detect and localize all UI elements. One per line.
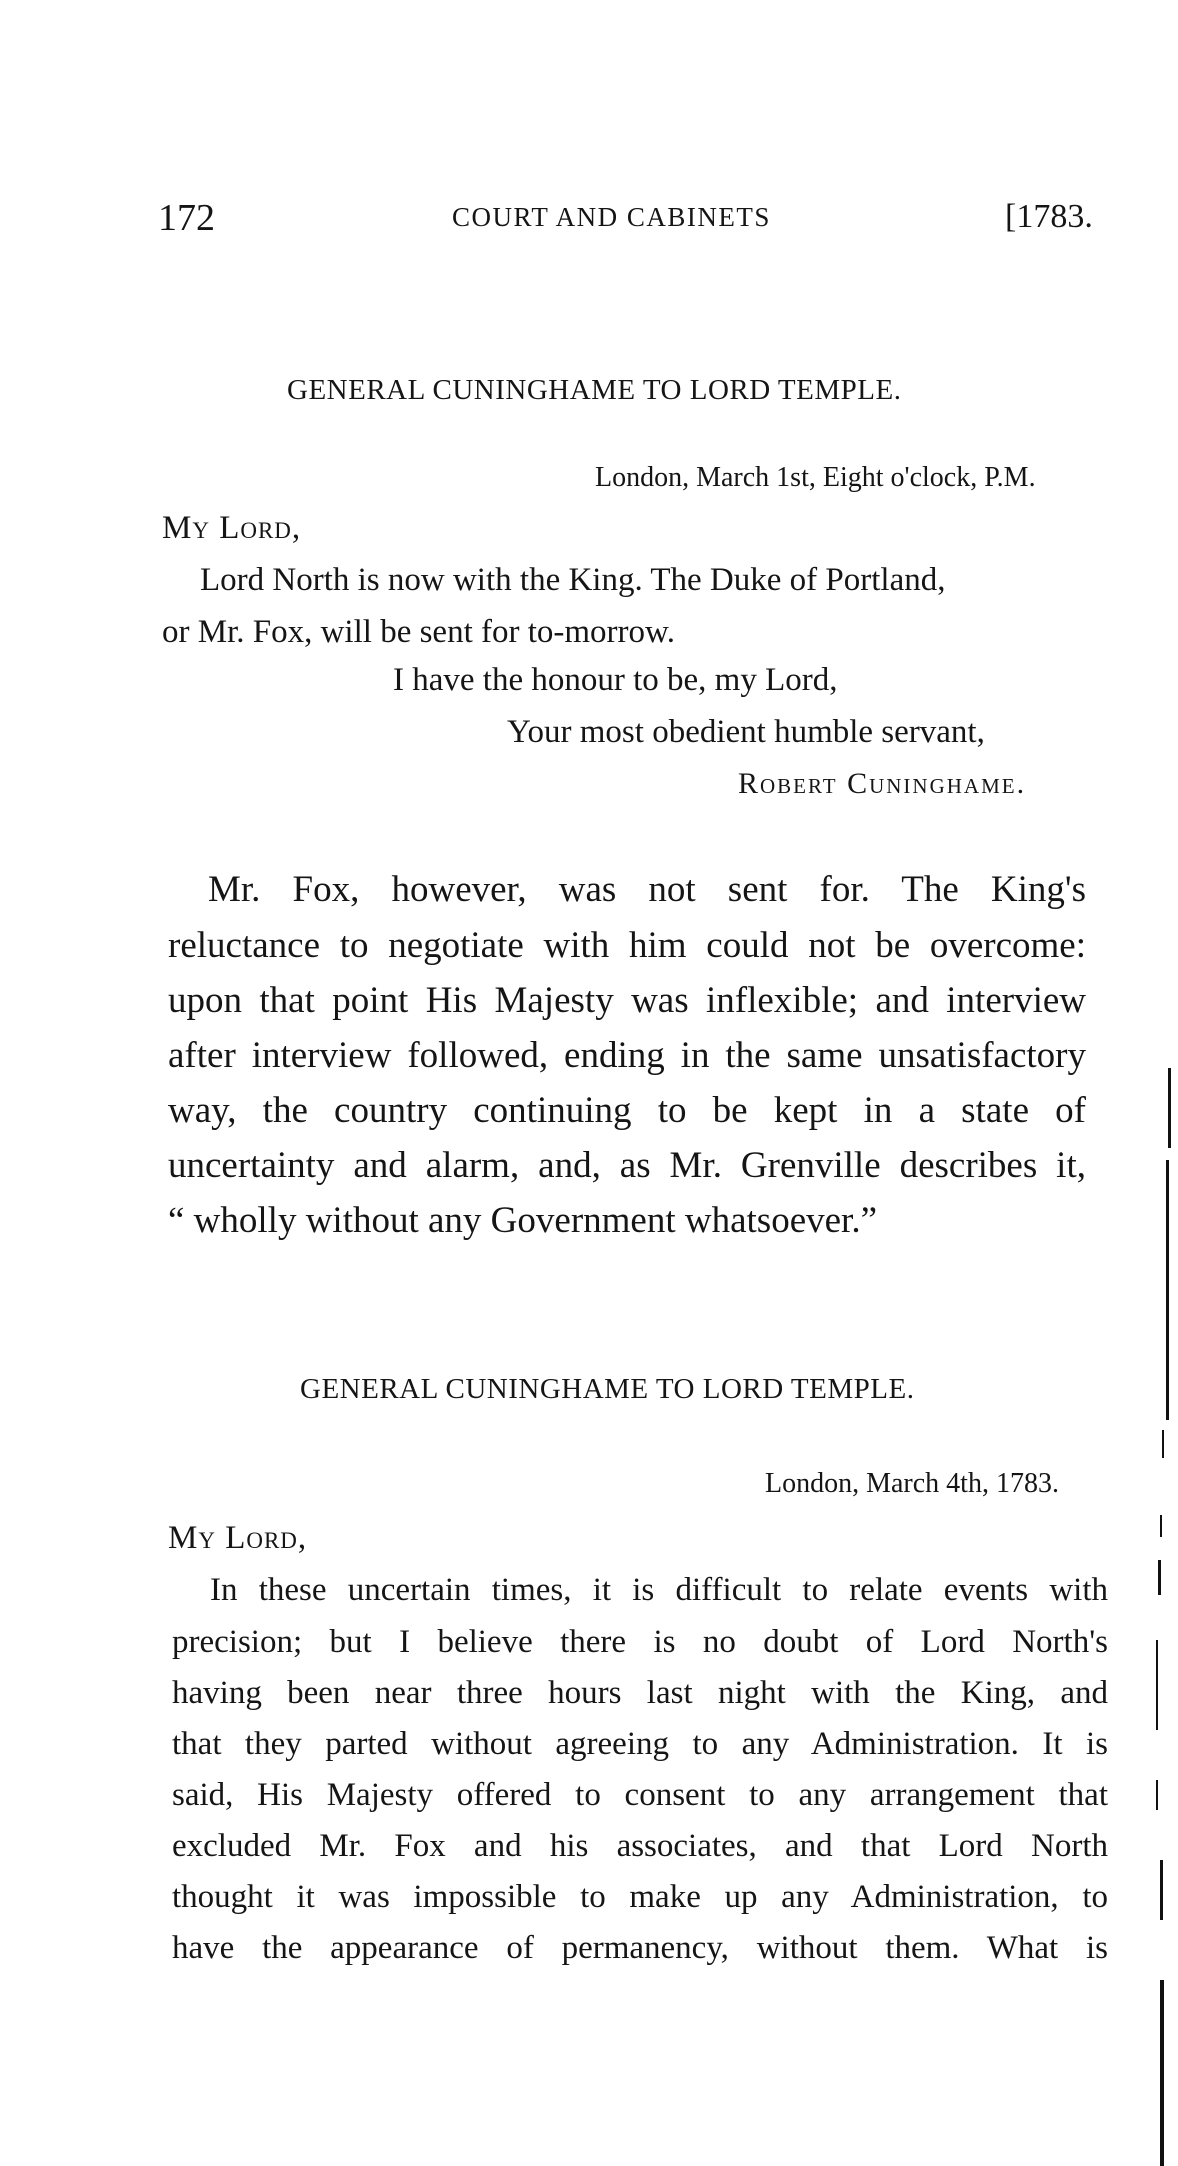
letter1-body-line: Lord North is now with the King. The Duke of Portland, (200, 562, 946, 598)
scan-edge-mark (1160, 1860, 1163, 1920)
narrative-line: Mr. Fox, however, was not sent for. The King's (208, 869, 1086, 910)
letter2-body-line: In these uncertain times, it is difficult to relate events with (210, 1572, 1108, 1608)
letter2-salutation: My Lord, (168, 1520, 308, 1556)
letter1-heading: GENERAL CUNINGHAME TO LORD TEMPLE. (287, 374, 902, 406)
letter1-body-line: or Mr. Fox, will be sent for to-morrow. (162, 614, 675, 650)
letter2-body-line: excluded Mr. Fox and his associates, and that Lord North (172, 1828, 1108, 1864)
letter2-body-line: precision; but I believe there is no doubt of Lord North's (172, 1624, 1108, 1660)
letter1-closing-line: I have the honour to be, my Lord, (393, 662, 838, 698)
letter2-body-line: having been near three hours last night with the King, and (172, 1675, 1108, 1711)
letter2-body-line: said, His Majesty offered to consent to any arrangement that (172, 1777, 1108, 1813)
narrative-line: reluctance to negotiate with him could not be overcome: (168, 925, 1086, 966)
letter1-salutation: My Lord, (162, 510, 302, 546)
scan-edge-mark (1156, 1640, 1158, 1730)
scan-edge-mark (1162, 1430, 1164, 1458)
letter2-body-line: thought it was impossible to make up any Administration, to (172, 1879, 1108, 1915)
letter2-dateline: London, March 4th, 1783. (765, 1468, 1059, 1499)
letter1-closing-line: Your most obedient humble servant, (507, 714, 985, 750)
letter2-body-line: have the appearance of permanency, without them. What is (172, 1930, 1108, 1966)
scan-edge-mark (1160, 1980, 1164, 2166)
narrative-line: after interview followed, ending in the same unsatisfactory (168, 1035, 1086, 1076)
narrative-line: uncertainty and alarm, and, as Mr. Grenville describes it, (168, 1145, 1086, 1186)
letter1-dateline: London, March 1st, Eight o'clock, P.M. (595, 462, 1036, 493)
scan-edge-mark (1166, 1160, 1169, 1420)
scan-edge-mark (1160, 1515, 1162, 1537)
narrative-line: “ wholly without any Government whatsoever.” (168, 1200, 877, 1241)
scan-edge-mark (1158, 1560, 1161, 1595)
running-title: COURT AND CABINETS (452, 202, 771, 232)
letter2-body-line: that they parted without agreeing to any Administration. It is (172, 1726, 1108, 1762)
narrative-line: upon that point His Majesty was inflexible; and interview (168, 980, 1086, 1021)
page-number: 172 (158, 197, 215, 239)
letter2-heading: GENERAL CUNINGHAME TO LORD TEMPLE. (300, 1373, 915, 1405)
running-year: [1783. (1005, 198, 1093, 235)
narrative-line: way, the country continuing to be kept in a state of (168, 1090, 1086, 1131)
scan-edge-mark (1168, 1068, 1171, 1148)
letter1-signature: Robert Cuninghame. (738, 767, 1027, 800)
scan-edge-mark (1156, 1780, 1158, 1810)
